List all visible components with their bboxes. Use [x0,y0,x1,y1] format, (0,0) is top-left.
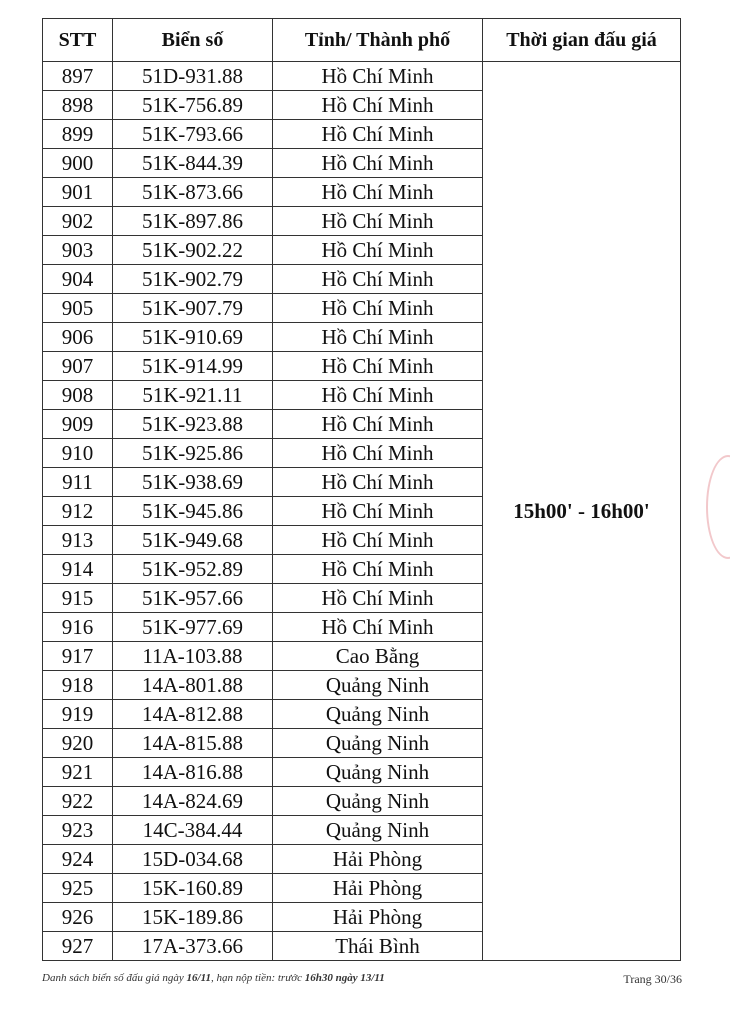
cell-province: Cao Bằng [273,642,483,671]
cell-plate: 51K-945.86 [113,497,273,526]
stamp-seal-fragment [706,455,730,559]
cell-province: Hồ Chí Minh [273,613,483,642]
cell-plate: 14A-824.69 [113,787,273,816]
cell-province: Hồ Chí Minh [273,294,483,323]
cell-stt: 916 [43,613,113,642]
cell-stt: 926 [43,903,113,932]
cell-province: Hồ Chí Minh [273,207,483,236]
cell-province: Hải Phòng [273,845,483,874]
cell-stt: 900 [43,149,113,178]
table-body [43,62,681,961]
cell-province: Hồ Chí Minh [273,439,483,468]
cell-plate: 51K-957.66 [113,584,273,613]
header-auction-time: Thời gian đấu giá [483,19,681,62]
cell-plate: 14A-801.88 [113,671,273,700]
cell-stt: 904 [43,265,113,294]
footer-deadline-date: 13/11 [360,972,385,984]
cell-plate: 11A-103.88 [113,642,273,671]
cell-province: Hồ Chí Minh [273,410,483,439]
cell-plate: 51K-907.79 [113,294,273,323]
cell-province: Quảng Ninh [273,758,483,787]
cell-stt: 905 [43,294,113,323]
cell-plate: 51K-902.79 [113,265,273,294]
cell-stt: 902 [43,207,113,236]
cell-plate: 51K-902.22 [113,236,273,265]
cell-province: Hồ Chí Minh [273,120,483,149]
cell-stt: 901 [43,178,113,207]
cell-stt: 917 [43,642,113,671]
cell-stt: 907 [43,352,113,381]
cell-stt: 911 [43,468,113,497]
cell-province: Hồ Chí Minh [273,323,483,352]
cell-plate: 51K-923.88 [113,410,273,439]
cell-plate: 51K-952.89 [113,555,273,584]
cell-province: Quảng Ninh [273,671,483,700]
cell-province: Quảng Ninh [273,729,483,758]
cell-stt: 915 [43,584,113,613]
cell-province: Hải Phòng [273,874,483,903]
cell-plate: 51D-931.88 [113,62,273,91]
page-number: Trang 30/36 [623,972,682,986]
cell-stt: 922 [43,787,113,816]
cell-stt: 898 [43,91,113,120]
cell-province: Hồ Chí Minh [273,526,483,555]
cell-plate: 14C-384.44 [113,816,273,845]
cell-plate: 15K-160.89 [113,874,273,903]
cell-province: Hồ Chí Minh [273,149,483,178]
cell-stt: 903 [43,236,113,265]
cell-province: Hồ Chí Minh [273,91,483,120]
cell-plate: 51K-793.66 [113,120,273,149]
cell-province: Hồ Chí Minh [273,381,483,410]
cell-plate: 14A-812.88 [113,700,273,729]
cell-plate: 14A-816.88 [113,758,273,787]
license-plate-auction-table [42,18,681,961]
cell-auction-time: 15h00' - 16h00' [483,62,681,961]
cell-plate: 51K-873.66 [113,178,273,207]
cell-stt: 927 [43,932,113,961]
footer-deadline-word: ngày [335,972,358,984]
cell-plate: 15D-034.68 [113,845,273,874]
cell-plate: 51K-914.99 [113,352,273,381]
cell-province: Hải Phòng [273,903,483,932]
cell-stt: 920 [43,729,113,758]
page-footer [42,972,682,990]
cell-plate: 15K-189.86 [113,903,273,932]
cell-stt: 921 [43,758,113,787]
cell-plate: 51K-925.86 [113,439,273,468]
header-province: Tỉnh/ Thành phố [273,19,483,62]
footer-note-prefix: Danh sách biển số đấu giá ngày [42,972,184,984]
cell-province: Hồ Chí Minh [273,236,483,265]
cell-plate: 51K-949.68 [113,526,273,555]
cell-stt: 923 [43,816,113,845]
cell-stt: 919 [43,700,113,729]
cell-province: Hồ Chí Minh [273,352,483,381]
cell-stt: 906 [43,323,113,352]
table-header-row [43,19,681,62]
header-stt: STT [43,19,113,62]
cell-province: Hồ Chí Minh [273,555,483,584]
cell-province: Quảng Ninh [273,816,483,845]
cell-stt: 908 [43,381,113,410]
cell-province: Hồ Chí Minh [273,468,483,497]
cell-province: Thái Bình [273,932,483,961]
cell-stt: 909 [43,410,113,439]
cell-stt: 925 [43,874,113,903]
cell-plate: 51K-910.69 [113,323,273,352]
table-row [43,62,681,91]
cell-stt: 899 [43,120,113,149]
cell-plate: 51K-844.39 [113,149,273,178]
cell-plate: 51K-921.11 [113,381,273,410]
cell-province: Hồ Chí Minh [273,62,483,91]
cell-plate: 17A-373.66 [113,932,273,961]
cell-province: Quảng Ninh [273,700,483,729]
cell-stt: 897 [43,62,113,91]
cell-stt: 913 [43,526,113,555]
cell-plate: 51K-977.69 [113,613,273,642]
cell-province: Hồ Chí Minh [273,265,483,294]
cell-stt: 912 [43,497,113,526]
cell-stt: 924 [43,845,113,874]
footer-deadline-time: 16h30 [304,972,333,984]
cell-province: Hồ Chí Minh [273,584,483,613]
cell-stt: 914 [43,555,113,584]
cell-province: Hồ Chí Minh [273,497,483,526]
cell-plate: 51K-938.69 [113,468,273,497]
cell-stt: 910 [43,439,113,468]
cell-stt: 918 [43,671,113,700]
footer-auction-date: 16/11 [186,972,211,984]
cell-province: Hồ Chí Minh [273,178,483,207]
header-plate: Biển số [113,19,273,62]
cell-province: Quảng Ninh [273,787,483,816]
cell-plate: 51K-756.89 [113,91,273,120]
footer-note [42,972,385,984]
footer-note-middle: , hạn nộp tiền: trước [210,972,302,984]
cell-plate: 14A-815.88 [113,729,273,758]
cell-plate: 51K-897.86 [113,207,273,236]
